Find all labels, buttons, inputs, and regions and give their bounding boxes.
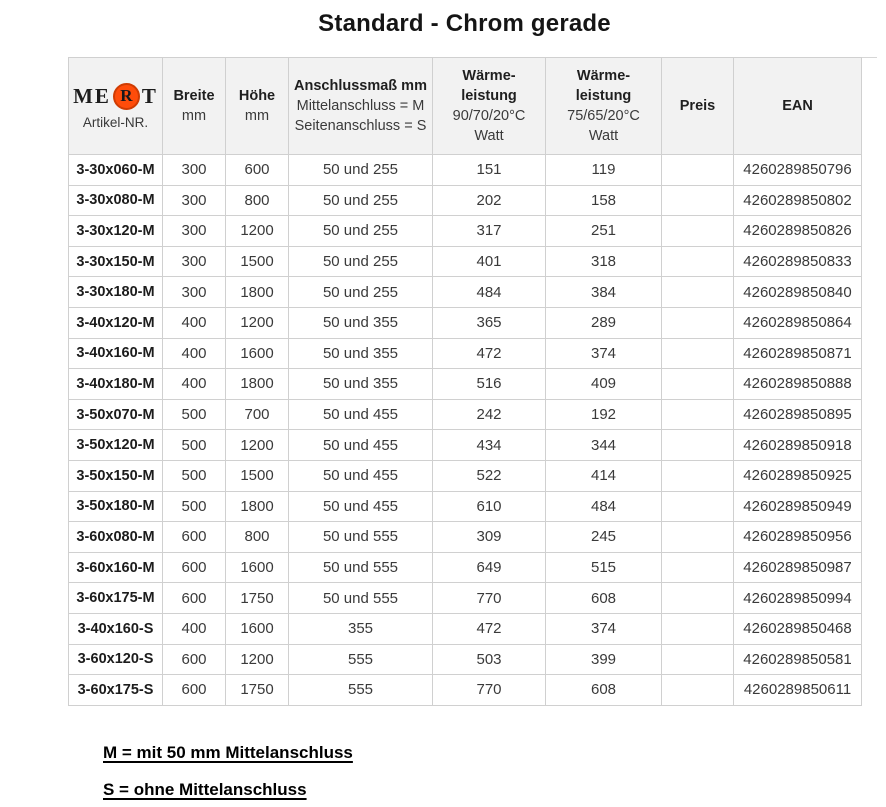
cell-breite: 500	[163, 491, 226, 522]
hoehe-unit: mm	[244, 108, 270, 124]
cell-artikel: 3-60x175-S	[69, 675, 163, 706]
anschluss-title: Anschlussmaß mm	[294, 78, 427, 94]
cell-hoehe: 1600	[226, 613, 289, 644]
cell-breite: 500	[163, 399, 226, 430]
cell-artikel: 3-60x120-S	[69, 644, 163, 675]
cell-watt75: 251	[546, 216, 662, 247]
cell-anschluss: 50 und 455	[289, 491, 433, 522]
table-row	[69, 430, 862, 461]
cell-breite: 300	[163, 155, 226, 186]
cell-watt90: 649	[433, 552, 546, 583]
cell-artikel: 3-60x080-M	[69, 522, 163, 553]
cell-watt90: 770	[433, 675, 546, 706]
cell-watt75: 608	[546, 583, 662, 614]
table-row	[69, 185, 862, 216]
cell-anschluss: 50 und 355	[289, 307, 433, 338]
cell-ean: 4260289850895	[734, 399, 862, 430]
cell-preis	[662, 552, 734, 583]
cell-anschluss: 50 und 455	[289, 460, 433, 491]
watt90-title-1: Wärme-	[462, 68, 516, 84]
cell-hoehe: 1200	[226, 216, 289, 247]
cell-watt90: 365	[433, 307, 546, 338]
cell-ean: 4260289850888	[734, 369, 862, 400]
cell-breite: 400	[163, 307, 226, 338]
cell-watt90: 472	[433, 613, 546, 644]
cell-ean: 4260289850987	[734, 552, 862, 583]
watt90-temps: 90/70/20°C	[452, 108, 526, 124]
col-header-watt75	[546, 58, 662, 155]
header-row	[69, 58, 862, 155]
cell-breite: 300	[163, 216, 226, 247]
logo-circle-letter: R	[120, 86, 133, 105]
cell-anschluss: 50 und 455	[289, 399, 433, 430]
cell-anschluss: 50 und 255	[289, 216, 433, 247]
cell-watt90: 151	[433, 155, 546, 186]
cell-hoehe: 700	[226, 399, 289, 430]
cell-hoehe: 800	[226, 522, 289, 553]
table-row	[69, 338, 862, 369]
col-header-watt90	[433, 58, 546, 155]
cell-hoehe: 1500	[226, 460, 289, 491]
watt75-title-2: leistung	[575, 88, 632, 104]
cell-preis	[662, 675, 734, 706]
cell-hoehe: 1800	[226, 369, 289, 400]
cell-hoehe: 1200	[226, 644, 289, 675]
cell-ean: 4260289850949	[734, 491, 862, 522]
table-row	[69, 460, 862, 491]
page-title: Standard - Chrom gerade	[318, 10, 611, 37]
preis-label: Preis	[679, 98, 716, 114]
cell-anschluss: 555	[289, 675, 433, 706]
cell-watt75: 245	[546, 522, 662, 553]
cell-preis	[662, 522, 734, 553]
cell-artikel: 3-60x160-M	[69, 552, 163, 583]
cell-watt90: 202	[433, 185, 546, 216]
cell-watt75: 409	[546, 369, 662, 400]
cell-breite: 300	[163, 246, 226, 277]
watt75-title-1: Wärme-	[576, 68, 631, 84]
cell-preis	[662, 430, 734, 461]
anschluss-mittel: Mittelanschluss = M	[296, 98, 425, 114]
cell-watt75: 119	[546, 155, 662, 186]
cell-anschluss: 50 und 555	[289, 583, 433, 614]
cell-artikel: 3-50x120-M	[69, 430, 163, 461]
cell-anschluss: 50 und 255	[289, 185, 433, 216]
title-container	[68, 10, 861, 38]
cell-watt90: 516	[433, 369, 546, 400]
cell-hoehe: 1200	[226, 307, 289, 338]
cell-hoehe: 800	[226, 185, 289, 216]
cell-ean: 4260289850840	[734, 277, 862, 308]
col-header-breite	[163, 58, 226, 155]
table-row	[69, 369, 862, 400]
cell-hoehe: 1500	[226, 246, 289, 277]
watt75-unit: Watt	[588, 128, 619, 144]
cell-anschluss: 50 und 255	[289, 155, 433, 186]
cell-ean: 4260289850994	[734, 583, 862, 614]
cell-watt75: 192	[546, 399, 662, 430]
cell-breite: 600	[163, 675, 226, 706]
cell-artikel: 3-40x120-M	[69, 307, 163, 338]
watt75-temps: 75/65/20°C	[567, 108, 640, 124]
cell-ean: 4260289850864	[734, 307, 862, 338]
cell-artikel: 3-30x150-M	[69, 246, 163, 277]
cell-anschluss: 50 und 255	[289, 277, 433, 308]
cell-watt90: 401	[433, 246, 546, 277]
cell-preis	[662, 307, 734, 338]
cell-hoehe: 1200	[226, 430, 289, 461]
col-header-preis	[662, 58, 734, 155]
table-row	[69, 675, 862, 706]
cell-watt75: 158	[546, 185, 662, 216]
cell-hoehe: 600	[226, 155, 289, 186]
cell-artikel: 3-30x080-M	[69, 185, 163, 216]
cell-artikel: 3-40x180-M	[69, 369, 163, 400]
cell-ean: 4260289850468	[734, 613, 862, 644]
artikel-nr-label: Artikel-NR.	[82, 114, 149, 130]
cell-watt75: 399	[546, 644, 662, 675]
cell-preis	[662, 460, 734, 491]
table-body	[69, 155, 862, 706]
cell-watt90: 317	[433, 216, 546, 247]
cell-preis	[662, 613, 734, 644]
anschluss-seiten: Seitenanschluss = S	[294, 118, 427, 134]
cell-watt75: 289	[546, 307, 662, 338]
cell-hoehe: 1750	[226, 583, 289, 614]
cell-hoehe: 1750	[226, 675, 289, 706]
cell-anschluss: 50 und 455	[289, 430, 433, 461]
cell-breite: 500	[163, 460, 226, 491]
cell-anschluss: 555	[289, 644, 433, 675]
hoehe-label: Höhe	[238, 88, 276, 104]
cell-preis	[662, 644, 734, 675]
cell-watt90: 610	[433, 491, 546, 522]
cell-breite: 300	[163, 277, 226, 308]
cell-hoehe: 1800	[226, 491, 289, 522]
cell-watt75: 484	[546, 491, 662, 522]
cell-watt90: 309	[433, 522, 546, 553]
cell-artikel: 3-30x120-M	[69, 216, 163, 247]
table-row	[69, 277, 862, 308]
cell-hoehe: 1800	[226, 277, 289, 308]
table-row	[69, 246, 862, 277]
table-row	[69, 583, 862, 614]
cell-ean: 4260289850826	[734, 216, 862, 247]
cell-preis	[662, 338, 734, 369]
cell-preis	[662, 583, 734, 614]
col-header-hoehe	[226, 58, 289, 155]
cell-artikel: 3-50x070-M	[69, 399, 163, 430]
cell-breite: 600	[163, 522, 226, 553]
product-table	[68, 57, 862, 706]
cell-anschluss: 50 und 555	[289, 552, 433, 583]
table-row	[69, 307, 862, 338]
watt90-unit: Watt	[474, 128, 504, 144]
table-row	[69, 552, 862, 583]
cell-watt75: 374	[546, 338, 662, 369]
cell-breite: 400	[163, 338, 226, 369]
footnote-s: S = ohne Mittelanschluss	[103, 780, 307, 800]
cell-anschluss: 50 und 355	[289, 338, 433, 369]
cell-breite: 300	[163, 185, 226, 216]
cell-watt90: 242	[433, 399, 546, 430]
table-row	[69, 522, 862, 553]
table-top-border-stub	[861, 57, 877, 58]
cell-watt75: 374	[546, 613, 662, 644]
cell-preis	[662, 155, 734, 186]
table-row	[69, 155, 862, 186]
footnotes	[103, 742, 353, 807]
ean-label: EAN	[782, 98, 813, 114]
cell-preis	[662, 277, 734, 308]
cell-watt75: 608	[546, 675, 662, 706]
col-header-artikel	[69, 58, 163, 155]
cell-anschluss: 355	[289, 613, 433, 644]
cell-artikel: 3-40x160-M	[69, 338, 163, 369]
cell-breite: 400	[163, 369, 226, 400]
cell-artikel: 3-50x150-M	[69, 460, 163, 491]
cell-ean: 4260289850581	[734, 644, 862, 675]
table-row	[69, 644, 862, 675]
cell-ean: 4260289850802	[734, 185, 862, 216]
cell-watt90: 503	[433, 644, 546, 675]
table-row	[69, 491, 862, 522]
cell-preis	[662, 491, 734, 522]
cell-watt75: 318	[546, 246, 662, 277]
cell-watt90: 522	[433, 460, 546, 491]
logo-text-right: T	[141, 83, 158, 108]
logo-circle-r-icon	[113, 83, 140, 110]
cell-ean: 4260289850918	[734, 430, 862, 461]
cell-watt90: 770	[433, 583, 546, 614]
table-row	[69, 613, 862, 644]
cell-breite: 600	[163, 552, 226, 583]
cell-artikel: 3-30x180-M	[69, 277, 163, 308]
cell-artikel: 3-30x060-M	[69, 155, 163, 186]
cell-breite: 600	[163, 644, 226, 675]
footnote-m: M = mit 50 mm Mittelanschluss	[103, 743, 353, 762]
cell-watt90: 434	[433, 430, 546, 461]
cell-ean: 4260289850925	[734, 460, 862, 491]
cell-anschluss: 50 und 555	[289, 522, 433, 553]
cell-ean: 4260289850611	[734, 675, 862, 706]
breite-unit: mm	[181, 108, 207, 124]
cell-preis	[662, 369, 734, 400]
cell-anschluss: 50 und 355	[289, 369, 433, 400]
cell-watt75: 515	[546, 552, 662, 583]
cell-preis	[662, 399, 734, 430]
watt90-title-2: leistung	[461, 88, 517, 104]
cell-ean: 4260289850833	[734, 246, 862, 277]
col-header-ean	[734, 58, 862, 155]
cell-artikel: 3-40x160-S	[69, 613, 163, 644]
logo-text-left: ME	[73, 83, 111, 108]
cell-watt90: 472	[433, 338, 546, 369]
cell-watt90: 484	[433, 277, 546, 308]
breite-label: Breite	[173, 88, 215, 104]
cell-artikel: 3-50x180-M	[69, 491, 163, 522]
table-row	[69, 216, 862, 247]
mert-logo	[71, 83, 160, 110]
cell-breite: 400	[163, 613, 226, 644]
cell-hoehe: 1600	[226, 552, 289, 583]
cell-ean: 4260289850956	[734, 522, 862, 553]
cell-preis	[662, 216, 734, 247]
cell-anschluss: 50 und 255	[289, 246, 433, 277]
cell-hoehe: 1600	[226, 338, 289, 369]
cell-watt75: 344	[546, 430, 662, 461]
cell-breite: 500	[163, 430, 226, 461]
cell-preis	[662, 185, 734, 216]
table-row	[69, 399, 862, 430]
cell-ean: 4260289850796	[734, 155, 862, 186]
cell-preis	[662, 246, 734, 277]
cell-watt75: 384	[546, 277, 662, 308]
cell-ean: 4260289850871	[734, 338, 862, 369]
col-header-anschluss	[289, 58, 433, 155]
cell-artikel: 3-60x175-M	[69, 583, 163, 614]
cell-breite: 600	[163, 583, 226, 614]
cell-watt75: 414	[546, 460, 662, 491]
